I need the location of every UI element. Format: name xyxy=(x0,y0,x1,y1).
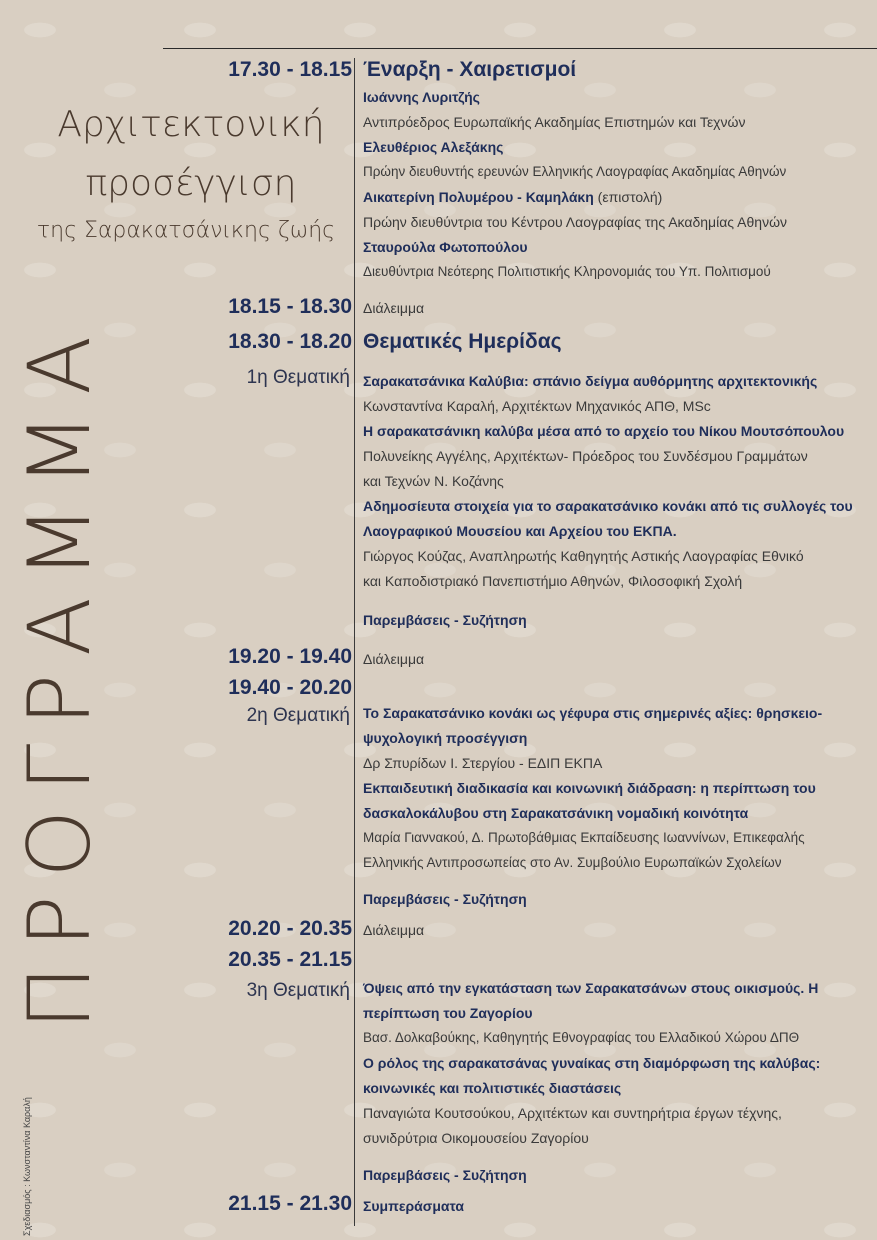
speaker-name: Ιωάννης Λυριτζής xyxy=(363,89,480,105)
sessions-title: Θεματικές Ημερίδας xyxy=(363,330,562,353)
paper-title: κοινωνικές και πολιτιστικές διαστάσεις xyxy=(363,1080,622,1096)
paper-author: Δρ Σπυρίδων Ι. Στεργίου - ΕΔΙΠ ΕΚΠΑ xyxy=(363,755,603,771)
speaker-note: (επιστολή) xyxy=(593,189,663,205)
paper-title: Εκπαιδευτική διαδικασία και κοινωνική διάδραση: η περίπτωση του xyxy=(363,780,816,796)
time-break-2: 19.20 - 19.40 xyxy=(228,645,352,668)
paper-author: Παναγιώτα Κουτσούκου, Αρχιτέκτων και συντηρήτρια έργων τέχνης, xyxy=(363,1105,782,1121)
paper-title: Σαρακατσάνικα Καλύβια: σπάνιο δείγμα αυθόρμητης αρχιτεκτονικής xyxy=(363,373,818,389)
programma-heading: ΠΡΟΓΡΑΜΜΑ xyxy=(10,317,110,1030)
paper-author: Πολυνείκης Αγγέλης, Αρχιτέκτων- Πρόεδρος του Συνδέσμου Γραμμάτων xyxy=(363,448,808,464)
break-label: Διάλειμμα xyxy=(363,651,425,667)
paper-author: Βασ. Δολκαβούκης, Καθηγητής Εθνογραφίας του Ελλαδικού Χώρου ΔΠΘ xyxy=(363,1030,800,1045)
title-line-1: Αρχιτεκτονική xyxy=(57,104,325,145)
paper-title: δασκαλοκάλυβου στη Σαρακατσάνικη νομαδική κοινότητα xyxy=(363,805,749,821)
paper-title: Ο ρόλος της σαρακατσάνας γυναίκας στη διαμόρφωση της καλύβας: xyxy=(363,1055,821,1071)
speaker-role: Αντιπρόεδρος Ευρωπαϊκής Ακαδημίας Επιστημών και Τεχνών xyxy=(363,114,746,130)
label-session-1: 1η Θεματική xyxy=(246,367,350,388)
break-label: Διάλειμμα xyxy=(363,300,425,316)
title-line-2: προσέγγιση xyxy=(85,163,297,204)
time-session-3: 20.35 - 21.15 xyxy=(228,948,352,971)
speaker-role: Διευθύντρια Νεότερης Πολιτιστικής Κληρονομιάς του Υπ. Πολιτισμού xyxy=(363,264,771,279)
paper-author: Γιώργος Κούζας, Αναπληρωτής Καθηγητής Αστικής Λαογραφίας Εθνικό xyxy=(363,548,804,564)
label-session-2: 2η Θεματική xyxy=(246,705,350,726)
paper-title: Η σαρακατσάνικη καλύβα μέσα από το αρχείο του Νίκου Μουτσόπουλου xyxy=(363,423,845,439)
label-session-3: 3η Θεματική xyxy=(246,980,350,1001)
paper-author: Μαρία Γιαννακού, Δ. Πρωτοβάθμιας Εκπαίδευσης Ιωαννίνων, Επικεφαλής xyxy=(363,830,805,845)
discussion-label: Παρεμβάσεις - Συζήτηση xyxy=(363,891,527,907)
paper-title: Λαογραφικού Μουσείου και Αρχείου του ΕΚΠΑ. xyxy=(363,523,677,539)
discussion-label: Παρεμβάσεις - Συζήτηση xyxy=(363,1167,527,1183)
speaker-role: Πρώην διευθυντής ερευνών Ελληνικής Λαογραφίας Ακαδημίας Αθηνών xyxy=(363,164,787,179)
time-break-1: 18.15 - 18.30 xyxy=(228,295,352,318)
discussion-label: Παρεμβάσεις - Συζήτηση xyxy=(363,612,527,628)
speaker-name: Αικατερίνη Πολυμέρου - Καμηλάκη xyxy=(363,189,594,205)
paper-title: Όψεις από την εγκατάσταση των Σαρακατσάνων στους οικισμούς. Η xyxy=(363,980,819,996)
time-conclusions: 21.15 - 21.30 xyxy=(228,1192,352,1215)
paper-title: Το Σαρακατσάνικο κονάκι ως γέφυρα στις σημερινές αξίες: θρησκειο- xyxy=(363,705,823,721)
time-sessions: 18.30 - 18.20 xyxy=(228,330,352,353)
paper-title: ψυχολογική προσέγγιση xyxy=(363,730,528,746)
title-line-3: της Σαρακατσάνικης ζωής xyxy=(36,218,336,243)
paper-author: και Καποδιστριακό Πανεπιστήμιο Αθηνών, Φιλοσοφική Σχολή xyxy=(363,573,743,589)
conclusions-label: Συμπεράσματα xyxy=(363,1198,464,1214)
paper-author: Κωνσταντίνα Καραλή, Αρχιτέκτων Μηχανικός ΑΠΘ, MSc xyxy=(363,398,711,414)
speaker-name: Ελευθέριος Αλεξάκης xyxy=(363,139,504,155)
time-session-2: 19.40 - 20.20 xyxy=(228,676,352,699)
speaker-name: Σταυρούλα Φωτοπούλου xyxy=(363,239,528,255)
time-break-3: 20.20 - 20.35 xyxy=(228,917,352,940)
paper-title: Αδημοσίευτα στοιχεία για το σαρακατσάνικο κονάκι από τις συλλογές του xyxy=(363,498,853,514)
time-opening: 17.30 - 18.15 xyxy=(228,58,352,81)
design-credit: Σχεδιασμός : Κωνσταντίνα Καραλή xyxy=(22,1097,32,1236)
paper-author: συνιδρύτρια Οικομουσείου Ζαγορίου xyxy=(363,1130,589,1146)
speaker-role: Πρώην διευθύντρια του Κέντρου Λαογραφίας της Ακαδημίας Αθηνών xyxy=(363,214,788,230)
paper-author: Ελληνικής Αντιπροσωπείας στο Αν. Συμβούλιο Ευρωπαϊκών Σχολείων xyxy=(363,855,782,870)
top-divider xyxy=(163,48,877,49)
paper-author: και Τεχνών Ν. Κοζάνης xyxy=(363,473,504,489)
paper-title: περίπτωση του Ζαγορίου xyxy=(363,1005,533,1021)
break-label: Διάλειμμα xyxy=(363,922,425,938)
opening-title: Έναρξη - Χαιρετισμοί xyxy=(363,58,577,81)
speaker-line xyxy=(363,189,868,207)
vertical-divider xyxy=(354,58,355,1226)
